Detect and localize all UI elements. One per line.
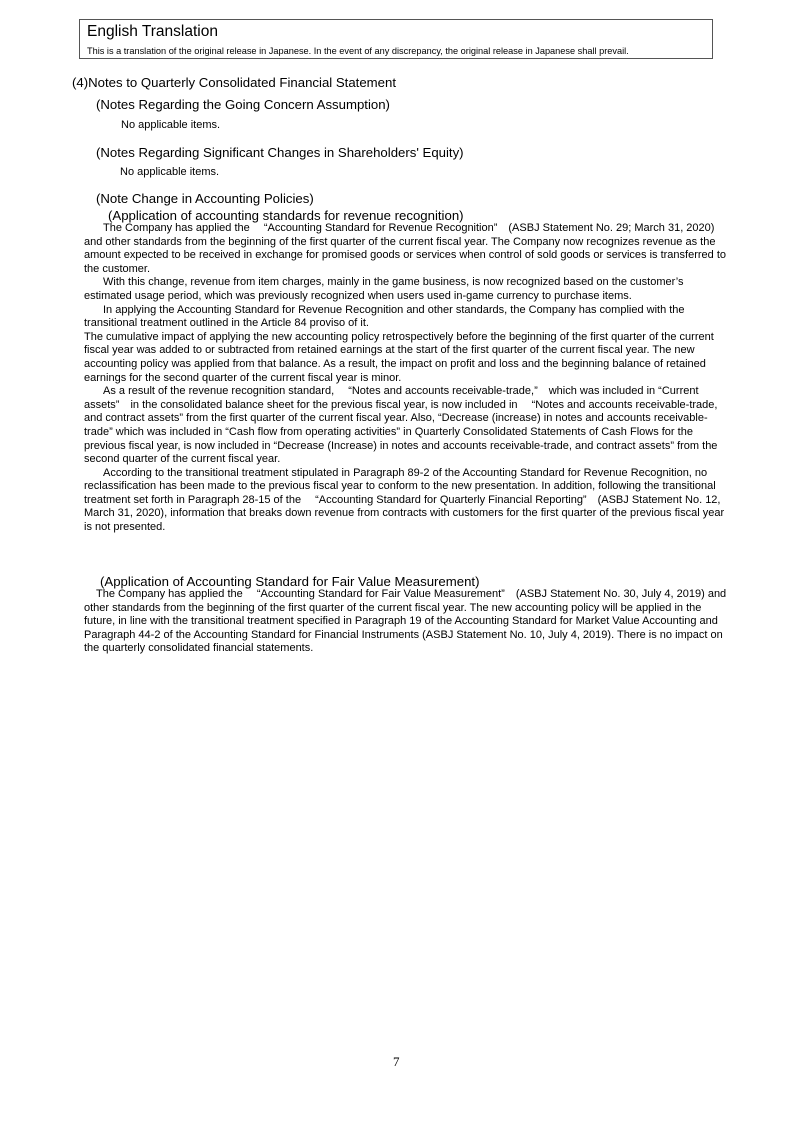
fair-value-body: [84, 588, 734, 656]
shareholders-equity-heading: (Notes Regarding Significant Changes in Shareholders' Equity): [96, 145, 464, 160]
going-concern-text: No applicable items.: [121, 119, 221, 131]
paragraph: As a result of the revenue recognition standard, “Notes and accounts receivable-trade,” which was included in “Current assets” in the consolidated balance sheet for the previous fiscal year, is now included in “Notes and accounts receivable-trade, and contract assets” from the first quarter of the current fiscal year. Also, “Decrease (increase) in notes and accounts receivable-trade” which was included in “Cash flow from operating activities” in Quarterly Consolidated Statements of Cash Flows for the previous fiscal year, is now included in “Decrease (Increase) in notes and accounts receivable-trade, and contract assets” from the second quarter of the current fiscal year.: [84, 385, 718, 466]
page-number: 7: [393, 1054, 400, 1069]
translation-banner: [79, 19, 713, 59]
revenue-recognition-body: [84, 222, 734, 535]
shareholders-equity-text: No applicable items.: [120, 166, 220, 178]
banner-title: English Translation: [87, 23, 218, 40]
paragraph: In applying the Accounting Standard for Revenue Recognition and other standards, the Company has complied with the transitional treatment outlined in the Article 84 proviso of it.: [84, 303, 685, 330]
fair-value-heading: (Application of Accounting Standard for Fair Value Measurement): [100, 574, 480, 589]
paragraph: With this change, revenue from item charges, mainly in the game business, is now recognized based on the customer’s estimated usage period, which was previously recognized when users used in-game currency to purchase items.: [84, 276, 684, 302]
paragraph: The cumulative impact of applying the new accounting policy retrospectively before the beginning of the first quarter of the current fiscal year was added to or subtracted from retained earnings at the start of the first quarter of the current fiscal year. The new accounting policy was applied from that balance. As a result, the impact on profit and loss and the beginning balance of retained earnings for the second quarter of the current fiscal year is minor.: [84, 330, 714, 384]
accounting-policies-heading: (Note Change in Accounting Policies): [96, 191, 314, 206]
paragraph: The Company has applied the “Accounting Standard for Revenue Recognition” (ASBJ Statement No. 29; March 31, 2020) and other standards from the beginning of the first quarter of the current fiscal year. The Company now recognizes revenue as the amount expected to be received in exchange for promised goods or services when control of sold goods or services is transferred to the customer.: [84, 222, 727, 275]
paragraph: The Company has applied the “Accounting Standard for Fair Value Measurement” (ASBJ Statement No. 30, July 4, 2019) and other standards from the beginning of the first quarter of the current fiscal year. The new accounting policy will be applied in the future, in line with the transitional treatment specified in Paragraph 19 of the Accounting Standard for Market Value Accounting and Paragraph 44-2 of the Accounting Standard for Financial Instruments (ASBJ Statement No. 10, July 4, 2019). There is no impact on the quarterly consolidated financial statements.: [84, 588, 727, 655]
going-concern-heading: (Notes Regarding the Going Concern Assumption): [96, 97, 390, 112]
banner-disclaimer: This is a translation of the original release in Japanese. In the event of any discrepancy, the original release in Japanese shall prevail.: [87, 46, 629, 56]
revenue-recognition-heading: (Application of accounting standards for revenue recognition): [108, 208, 464, 223]
paragraph: According to the transitional treatment stipulated in Paragraph 89-2 of the Accounting Standard for Revenue Recognition, no reclassification has been made to the previous fiscal year to conform to the new presentation. In addition, following the transitional treatment set forth in Paragraph 28-15 of the “Accounting Standard for Quarterly Financial Reporting” (ASBJ Statement No. 12, March 31, 2020), information that breaks down revenue from contracts with customers for the first quarter of the previous fiscal year is not presented.: [84, 466, 725, 534]
section-title: (4)Notes to Quarterly Consolidated Financial Statement: [72, 75, 396, 90]
